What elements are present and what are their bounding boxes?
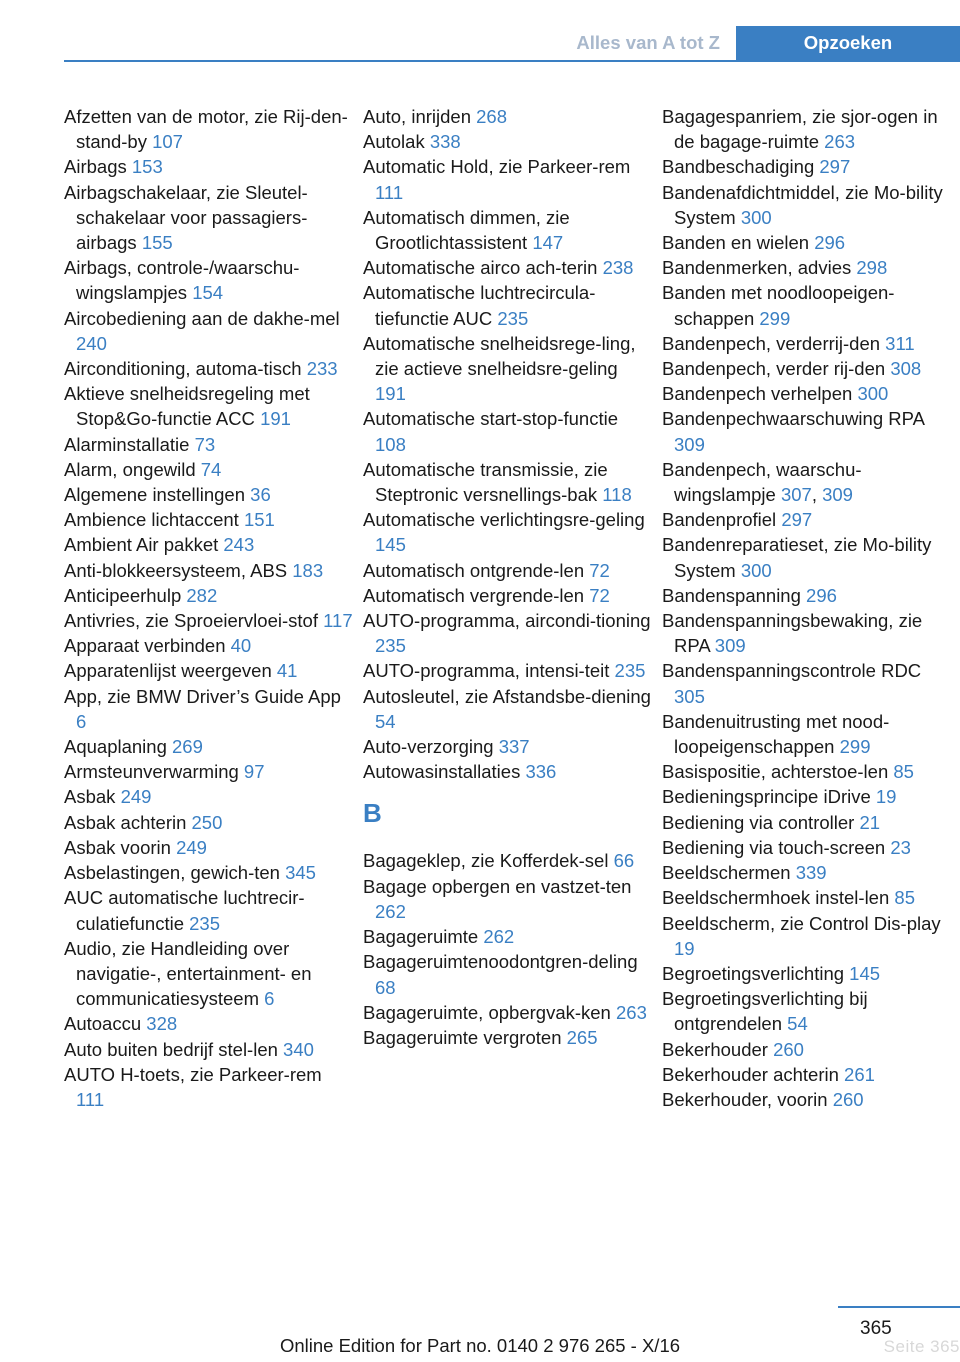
index-entry-term: Automatische snelheidsrege-ling, zie actieve snelheidsre-geling [363,332,636,380]
index-entry-term: Bagageruimte [363,926,479,948]
index-entry-term: Auto buiten bedrijf stel-len [64,1038,278,1060]
index-entry [662,381,952,406]
page-link[interactable]: 345 [285,862,316,884]
page-link[interactable]: 6 [264,988,275,1010]
page-link[interactable]: 235 [497,307,529,329]
page-link[interactable]: 74 [200,458,222,480]
page-link[interactable]: 261 [844,1063,875,1085]
page-link[interactable]: 243 [223,534,255,556]
page-link[interactable]: 296 [814,232,846,254]
index-entry [64,306,354,356]
index-entry [363,874,653,924]
page-link[interactable]: 309 [822,484,853,506]
index-entry [64,457,354,482]
index-entry [64,608,354,633]
index-entry-term: Bandbeschadiging [662,156,815,178]
page-link[interactable]: 260 [832,1088,864,1110]
index-entry [64,759,354,784]
page-link[interactable]: 151 [243,509,275,531]
index-entry-term: Automatische transmissie, zie Steptronic versnellings-bak [363,458,608,506]
index-entry [662,356,952,381]
index-entry-term: Aktieve snelheidsregeling met Stop&Go-functie ACC [64,383,310,430]
page-link[interactable]: 269 [172,736,203,758]
index-entry-term: Antivries, zie Sproeiervloei-stof [64,610,318,632]
index-entry [64,432,354,457]
index-entry [64,255,354,305]
index-entry [64,180,354,256]
index-entry [662,885,952,910]
index-entry [662,709,952,759]
index-entry [363,558,653,583]
index-entry-term: Basispositie, achterstoe-len [662,761,889,783]
index-entry-term: Bandenprofiel [662,509,777,531]
index-entry [64,1062,354,1112]
page-link[interactable]: 107 [152,131,183,153]
index-entry-term: Bediening via controller [662,811,855,833]
index-entry [64,835,354,860]
index-entry-term: Airconditioning, automa-tisch [64,358,302,380]
index-entry-term: Bagageklep, zie Kofferdek-sel [363,850,609,872]
index-entry [363,1025,653,1050]
index-entry-term: Apparaat verbinden [64,635,226,657]
index-entry-term: AUTO-programma, aircondi-tioning [363,610,651,632]
index-entry-term: Beeldschermhoek instel-len [662,887,890,909]
index-entry [662,255,952,280]
index-entry-term: Bandenpech, verder rij-den [662,358,886,380]
page-link[interactable]: 263 [824,131,856,153]
page-link[interactable]: 262 [375,900,406,922]
index-entry [662,104,952,154]
index-entry [662,532,952,582]
index-entry-term: Bagageruimtenoodontgren-deling [363,951,638,973]
index-entry [662,1087,952,1112]
index-entry [64,104,354,154]
index-entry-term: Airbagschakelaar, zie Sleutel-schakelaar voor passagiers-airbags [64,181,308,254]
index-entry [64,1011,354,1036]
header-rule [64,60,960,62]
section-title: Alles van A tot Z [576,32,720,53]
index-entry-term: Bandenspanning [662,584,801,606]
footer-rule [838,1306,960,1308]
page-link[interactable]: 118 [602,484,632,506]
index-entry-term: Anti-blokkeersysteem, ABS [64,559,288,581]
page-link[interactable]: 73 [194,433,216,455]
index-entry-term: Bandenspanningscontrole RDC [662,660,922,682]
index-entry-term: Asbak achterin [64,811,187,833]
index-entry [363,734,653,759]
index-entry [363,608,653,658]
index-entry-term: Autolak [363,131,425,153]
footer-edition: Online Edition for Part no. 0140 2 976 265 - X/16 [279,1335,681,1356]
index-entry [662,507,952,532]
index-entry-term: Bekerhouder achterin [662,1063,839,1085]
index-entry-term: Automatisch vergrende-len [363,584,585,606]
index-entry-term: Airbags, controle-/waarschu-wingslampjes [64,257,300,304]
index-entry-term: Bediening via touch-screen [662,836,886,858]
index-entry-term: Ambient Air pakket [64,534,219,556]
index-entry-term: Bedieningsprincipe iDrive [662,786,871,808]
page-link[interactable]: 183 [292,559,324,581]
page-link[interactable]: 282 [186,584,218,606]
page-link[interactable]: 300 [857,383,889,405]
index-entry-term: Bagageruimte vergroten [363,1026,562,1048]
index-entry [64,1037,354,1062]
page-link[interactable]: 328 [146,1013,178,1035]
page-link[interactable]: 235 [189,912,220,934]
index-entry-term: Afzetten van de motor, zie Rij-den-stand-by [64,106,348,153]
index-entry [662,658,952,708]
index-entry-term: Begroetingsverlichting bij ontgrendelen [662,988,868,1035]
index-entry-term: Bandenpech verhelpen [662,383,853,405]
index-entry [662,154,952,179]
index-entry-term: Ambience lichtaccent [64,509,239,531]
page-link[interactable]: 85 [893,761,914,783]
page-link[interactable]: 299 [759,307,791,329]
index-entry-term: Auto-verzorging [363,736,494,758]
page-link[interactable]: 298 [856,257,888,279]
index-entry-term: Bagagespanriem, zie sjor-ogen in de bagage-ruimte [662,106,938,153]
page-link[interactable]: 260 [773,1038,804,1060]
index-entry [662,784,952,809]
page-link[interactable]: 297 [819,156,851,178]
page-link[interactable]: 307 [780,484,812,506]
index-entry-term: Begroetingsverlichting [662,962,845,984]
index-entry-term: Airbags [64,156,127,178]
index-letter-heading: B [363,798,382,829]
index-entry [363,255,653,280]
page-link[interactable]: 235 [375,635,406,657]
page-link[interactable]: 338 [429,131,461,153]
watermark: Seite 365 [883,1337,960,1356]
index-entry-term: Bagage opbergen en vastzet-ten [363,875,632,897]
page-link[interactable]: 111 [76,1088,105,1110]
index-entry-term: Automatische luchtrecircula-tiefunctie AUC [363,282,596,329]
index-entry-term: Banden en wielen [662,232,810,254]
index-entry-term: Bandenafdichtmiddel, zie Mo-bility System [662,181,943,228]
index-entry-term: Aircobediening aan de dakhe-mel [64,307,340,329]
page-link[interactable]: 85 [894,887,915,909]
index-entry [363,507,653,557]
page-number: 365 [860,1318,892,1339]
index-entry [662,961,952,986]
index-entry-term: Bandenmerken, advies [662,257,852,279]
page-link[interactable]: 305 [674,685,705,707]
index-entry [64,684,354,734]
index-entry-term: Automatic Hold, zie Parkeer-rem [363,156,631,178]
index-entry [662,810,952,835]
index-entry-term: Banden met noodloopeigen-schappen [662,282,895,329]
index-entry-term: Bandenreparatieset, zie Mo-bility System [662,534,932,581]
page-link[interactable]: 40 [230,635,252,657]
page-link[interactable]: 19 [875,786,897,808]
index-entry [363,205,653,255]
page-link[interactable]: 238 [602,257,634,279]
index-entry-term: Armsteunverwarming [64,761,239,783]
index-entry [64,860,354,885]
page-link[interactable]: 153 [131,156,163,178]
page-link[interactable]: 19 [674,937,695,959]
page-link[interactable]: 309 [714,635,746,657]
page-link[interactable]: 145 [375,534,406,556]
index-entry-term: Automatische verlichtingsre-geling [363,509,645,531]
page-link[interactable]: 311 [885,332,915,354]
index-entry [662,759,952,784]
page-link[interactable]: 54 [375,710,396,732]
index-entry-term: Bekerhouder [662,1038,768,1060]
index-entry [64,583,354,608]
page-link[interactable]: 249 [176,836,207,858]
index-entry-term: Alarm, ongewild [64,458,196,480]
page-link[interactable]: 296 [806,584,837,606]
page-link[interactable]: 268 [476,106,507,127]
page-link[interactable]: 117 [323,610,353,632]
index-entry-term: Autoaccu [64,1013,142,1035]
index-entry [662,608,952,658]
page-link[interactable]: 72 [589,584,610,606]
index-entry [64,734,354,759]
chapter-tab: Opzoeken [736,26,960,60]
index-entry-term: Apparatenlijst weergeven [64,660,272,682]
index-entry [363,583,653,608]
index-entry [363,684,653,734]
index-entry [64,381,354,431]
page-link[interactable]: 235 [614,660,646,682]
index-entry [64,154,354,179]
page-link[interactable]: 265 [566,1026,598,1048]
page-link[interactable]: 145 [849,962,881,984]
index-entry [64,810,354,835]
index-entry-term: Aquaplaning [64,736,167,758]
page-link[interactable]: 249 [120,786,152,808]
page-link[interactable]: 66 [613,850,635,872]
index-entry [662,583,952,608]
index-entry-term: Bekerhouder, voorin [662,1088,828,1110]
index-entry [363,924,653,949]
index-column-3 [662,104,952,1112]
index-entry-term: Asbak voorin [64,836,171,858]
page-link[interactable]: 308 [890,358,922,380]
page-link[interactable]: 299 [839,736,871,758]
index-entry [64,633,354,658]
index-entry [662,911,952,961]
index-entry [363,104,653,129]
page-link[interactable]: 36 [250,484,271,506]
index-entry-term: Beeldscherm, zie Control Dis-play [662,912,941,934]
index-entry [363,129,653,154]
index-entry [64,936,354,1012]
index-entry-term: Anticipeerhulp [64,584,182,606]
index-entry [64,558,354,583]
index-entry-term: Bandenuitrusting met nood-loopeigenschappen [662,710,890,758]
page-link[interactable]: 309 [674,433,705,455]
page-link[interactable]: 72 [589,559,610,581]
index-entry [363,406,653,456]
page-link[interactable]: 108 [375,433,406,455]
page-link[interactable]: 263 [616,1001,647,1023]
page-link[interactable]: 337 [498,736,530,758]
page-link[interactable]: 340 [283,1038,314,1060]
page-link[interactable]: 21 [859,811,881,833]
index-entry [363,280,653,330]
index-entry-term: Alarminstallatie [64,433,190,455]
index-entry [64,885,354,935]
page-header [0,0,960,62]
index-entry-term: Asbak [64,786,116,808]
page-link[interactable]: 154 [192,282,224,304]
page-link[interactable]: 300 [740,206,772,228]
index-entry [662,331,952,356]
index-entry [64,507,354,532]
index-entry-term: Algemene instellingen [64,484,246,506]
page-link[interactable]: 147 [532,232,564,254]
index-entry-term: Bagageruimte, opbergvak-ken [363,1001,611,1023]
index-entry-term: Asbelastingen, gewich-ten [64,862,280,884]
index-entry-term: Autosleutel, zie Afstandsbe-diening [363,685,651,707]
index-entry-term: AUTO H-toets, zie Parkeer-rem [64,1063,322,1085]
index-entry [363,759,653,784]
index-entry-term: Automatisch dimmen, zie Grootlichtassistent [363,206,570,254]
index-entry-term: Automatisch ontgrende-len [363,559,585,581]
index-entry [64,482,354,507]
index-entry-term: AUTO-programma, intensi-teit [363,660,610,682]
page-link[interactable]: 155 [141,232,173,254]
index-entry [662,835,952,860]
index-entry [363,1000,653,1025]
index-entry [363,331,653,407]
page-link[interactable]: 54 [787,1013,808,1035]
index-entry [64,356,354,381]
page-link[interactable]: 23 [890,836,911,858]
index-entry [64,658,354,683]
index-entry-term: Autowasinstallaties [363,761,521,783]
index-entry [363,154,653,204]
index-column-2 [363,104,653,1050]
index-entry-term: Bandenpech, verderrij-den [662,332,881,354]
index-entry [662,1037,952,1062]
index-column-1 [64,104,354,1112]
index-entry [662,180,952,230]
page-link[interactable]: 297 [781,509,813,531]
page-link[interactable]: 233 [306,358,338,380]
index-entry [662,1062,952,1087]
index-entry [662,280,952,330]
page-link[interactable]: 191 [375,383,406,405]
index-entry-term: Automatische airco ach-terin [363,257,598,279]
index-entry-term: Beeldschermen [662,862,791,884]
index-entry-term: AUC automatische luchtrecir-culatiefunctie [64,887,305,934]
index-entry [662,860,952,885]
index-entry [363,457,653,507]
index-entry-term: Automatische start-stop-functie [363,408,618,430]
page-link[interactable]: 68 [375,976,396,998]
index-entry [662,230,952,255]
page-link[interactable]: 336 [525,761,557,783]
index-entry [64,784,354,809]
page-link[interactable]: 250 [191,811,223,833]
index-entry-term: Bandenpech, waarschu-wingslampje [662,458,862,506]
page-link[interactable]: 300 [740,559,772,581]
index-entry-term: Bandenspanningsbewaking, zie RPA [662,610,923,657]
index-entry-term: Bandenpechwaarschuwing RPA [662,408,924,430]
page-link[interactable]: 262 [483,926,515,948]
page-link[interactable]: 41 [276,660,298,682]
page-link[interactable]: 191 [260,408,291,430]
index-entry [662,406,952,456]
page-link[interactable]: 97 [243,761,265,783]
index-entry-term: Auto, inrijden [363,106,471,127]
page-link[interactable]: 240 [76,332,107,354]
index-entry [363,949,653,999]
index-entry [363,848,653,873]
page-link[interactable]: 111 [375,181,404,203]
index-entry-term: Audio, zie Handleiding over navigatie-, entertainment- en communicatiesysteem [64,937,312,1010]
index-entry [64,532,354,557]
page-link[interactable]: 6 [76,710,87,732]
index-entry [363,658,653,683]
page-link[interactable]: 339 [795,862,827,884]
index-entry-term: App, zie BMW Driver’s Guide App [64,685,341,707]
index-entry: Bandenpech, waarschu-wingslampje 307, 309 [662,458,862,506]
index-entry [662,986,952,1036]
